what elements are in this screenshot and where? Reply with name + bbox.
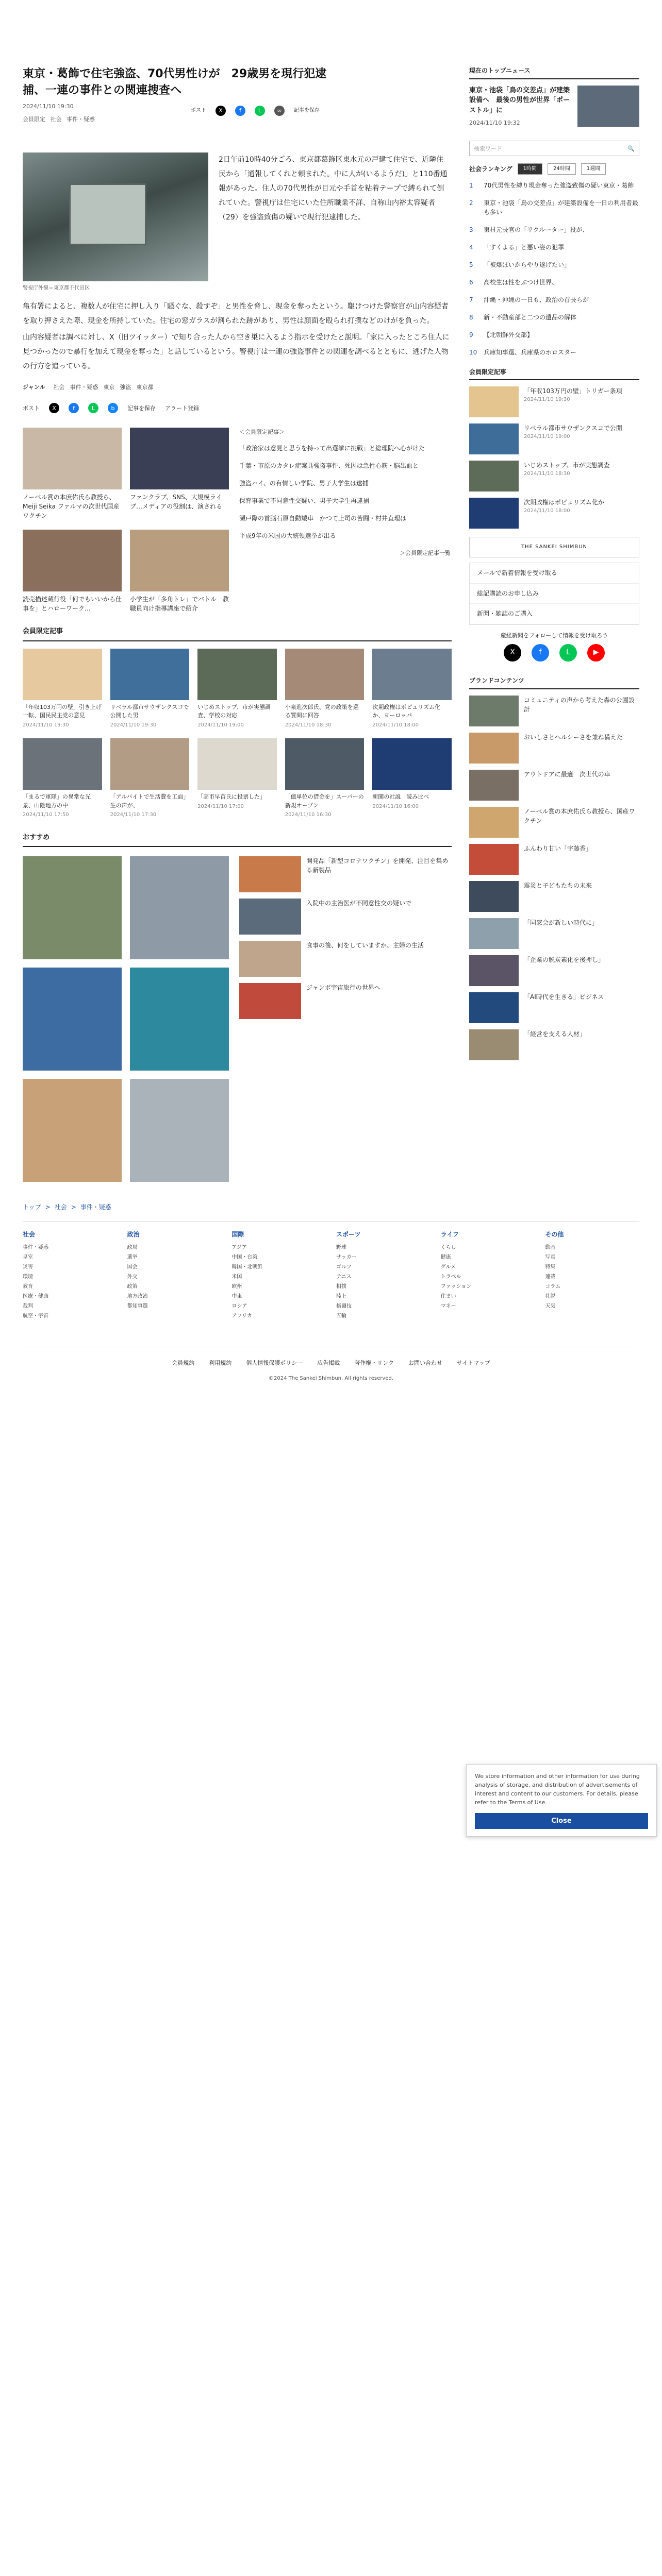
card-date: 2024/11/10 18:30 [285,722,332,728]
related-list-header: ＜会員限定記事＞ [239,429,285,436]
tag-link[interactable]: 事件・疑惑 [70,384,98,391]
card-title: 「アルバイトで生活費を工面」生の声が、 [110,793,189,809]
news-card[interactable] [23,968,122,1071]
ranking-item[interactable]: 7 沖縄・沖縄の一日も、政治の首長らが [469,296,589,303]
facebook-icon[interactable]: f [532,644,549,662]
footer-link[interactable]: 相撲 [336,1283,346,1290]
footer-link[interactable]: 欧州 [231,1283,242,1290]
thumbnail [110,738,190,790]
latest-item[interactable]: 次期政権はポピュリズム化か 2024/11/10 18:00 [469,498,639,529]
recommend-list [239,856,451,1182]
footer-link[interactable]: マネー [440,1303,456,1309]
footer-link[interactable]: 特集 [545,1264,556,1270]
alert-button[interactable]: アラート登録 [165,404,199,412]
thumbnail [23,856,122,959]
article-body [23,299,452,374]
paragraph: 2日午前10時40分ごろ、東京都葛飾区東水元の戸建て住宅で、近隣住民から「通報してくれと頼まれた。中に人が(いるようだ)」と110番通報があった。住人の70代男性が目元や手首を粘着テープで縛られて倒れていた。警視庁は住宅にいた住所職業不詳、自称山内裕太容疑者（29）を強盗致傷の疑いで現行犯逮捕した。 [219,155,448,222]
latest-item[interactable]: 「年収103万円の壁」トリガー条項 2024/11/10 19:30 [469,386,639,417]
footer-link[interactable]: 都知事選 [127,1303,148,1309]
list-item[interactable]: 強盗ハイ、の有情しい学院、男子大学生は逮捕 [239,480,369,487]
related-title: ノーベル賞の本庶佑氏ら教授ら、Meiji Seika ファルマの次世代国産ワクチン [23,494,120,520]
footer-link[interactable]: テニス [336,1274,352,1280]
more-link[interactable]: ＞会員限定記事一覧 [400,550,451,557]
x-icon[interactable]: X [504,644,521,662]
post-button[interactable]: ポスト [23,404,40,412]
footer-link[interactable]: 政策 [127,1283,138,1290]
x-icon[interactable]: X [49,403,59,413]
ranking-item[interactable]: 4 「すくよる」と悪い姿の犯罪 [469,243,565,251]
breadcrumb: トップ > 社会 > 事件・疑惑 [23,1202,639,1212]
list-item[interactable]: 保育事業で不同意性交疑い、男子大学生再逮捕 [239,497,370,505]
tag-link[interactable]: 社会 [53,384,65,391]
sidebar [469,66,639,1182]
news-card[interactable] [110,738,190,819]
tag-link[interactable]: 東京 [103,384,115,391]
bluesky-icon[interactable]: b [108,403,118,413]
related-item[interactable] [23,428,122,520]
footer-link[interactable]: 動画 [545,1244,556,1250]
footer-column-title[interactable]: 政治 [127,1231,140,1239]
promo-item[interactable]: おいしさとヘルシーさを兼ね備えた [469,733,639,764]
lead-paragraph [219,152,451,293]
thumbnail [469,696,519,726]
search-icon[interactable]: 🔍 [627,145,635,152]
footer-link[interactable]: 五輪 [336,1313,346,1319]
footer-link[interactable]: 写真 [545,1254,556,1260]
card-title: 新聞の社説 読み比べ [372,793,429,801]
category-link[interactable]: 事件・疑惑 [67,115,95,123]
card-title: リベラル都市サウザンクスコで公開した男 [110,703,189,719]
top-news-item[interactable] [469,86,639,128]
promo-item[interactable]: 「同窓会が新しい時代に」 [469,918,639,949]
thumbnail [130,856,229,959]
mail-link[interactable]: 総記購読のお申し込み [470,584,639,604]
article-title: 東京・葛飾で住宅強盗、70代男性けが 29歳男を現行犯逮捕、一連の事件との関連捜査へ [23,67,327,97]
footer-link[interactable]: 災害 [23,1264,33,1270]
mail-link[interactable]: メールで新着情報を受け取る [470,563,639,584]
breadcrumb-item[interactable]: 事件・疑惑 [80,1203,111,1211]
footer-link[interactable]: 航空・宇宙 [23,1313,48,1319]
share-top [191,106,320,116]
promo-item[interactable]: ノーベル賞の本庶佑氏ら教授ら、国産ワクチン [469,807,639,838]
thumbnail [469,386,519,417]
footer-link[interactable]: ゴルフ [336,1264,352,1270]
search-placeholder: 検索ワード [474,145,502,152]
news-card[interactable] [130,968,229,1071]
news-card[interactable] [23,1079,122,1182]
footer-link[interactable]: アジア [231,1244,247,1250]
card-date: 2024/11/10 18:00 [372,722,419,728]
footer-link[interactable]: 野球 [336,1244,346,1250]
footer-link[interactable]: 中東 [231,1293,242,1299]
thumbnail [197,738,277,790]
footer-link[interactable]: 健康 [440,1254,451,1260]
ranking-item[interactable]: 8 新・不動産部と二つの遺品の解体 [469,313,577,321]
thumbnail [285,649,365,700]
recommend-grid [23,856,229,1182]
thumbnail [372,738,452,790]
cookie-banner [466,1764,657,1837]
mini-item[interactable] [239,856,451,892]
news-card[interactable] [23,649,102,730]
footer-link[interactable]: 医療・健康 [23,1293,48,1299]
promo-item[interactable]: 「経営を支える人材」 [469,1029,639,1060]
legal-link[interactable]: 利用規約 [209,1359,232,1366]
news-card[interactable] [372,649,452,730]
footer-column-title[interactable]: その他 [545,1231,564,1239]
footer-link[interactable]: 事件・疑惑 [23,1244,48,1250]
top-news-date: 2024/11/10 19:32 [469,120,520,127]
top-news-title: 東京・池袋「鳥の交差点」が建築設備へ 最後の男性が世界「ポーストル」に [469,86,570,114]
ranking-item[interactable]: 9 【北朝鮮外交部】 [469,331,534,338]
ranking-item[interactable]: 1 70代男性を縛り現金奪った強盗致傷の疑い東京・葛飾 [469,181,634,189]
news-card[interactable] [130,1079,229,1182]
footer-link[interactable]: 国会 [127,1264,138,1270]
latest-heading: 会員限定記事 [469,367,639,381]
search-input[interactable] [469,141,639,156]
thumbnail [239,941,301,977]
cookie-text: We store information and other information for use during analysis of storage, and distribution of advertisements of interest and content to our customers. For details, please refer to the Terms of Use. [475,1773,640,1806]
footer-link[interactable]: 裁判 [23,1303,33,1309]
related-title: ファンクラブ、SNS、大規模ライブ…メディアの役割は、演される [130,494,223,511]
tags-label: ジャンル [23,384,45,391]
thumbnail [23,649,102,700]
card-date: 2024/11/10 19:00 [197,722,244,728]
copyright: ©2024 The Sankei Shimbun. All rights reserved. [269,1375,393,1381]
thumbnail [23,968,122,1071]
thumbnail [469,770,519,801]
card-date: 2024/11/10 16:00 [372,803,419,809]
thumbnail [23,738,102,790]
legal-link[interactable]: 会員規約 [172,1359,195,1366]
line-icon[interactable]: L [255,106,265,116]
related-item[interactable] [130,530,229,613]
card-title: 小泉進次郎氏、党の政策を巡る質問に回答 [285,703,359,719]
list-item[interactable]: 平成9年の米国の大統領選挙が出る [239,532,336,540]
promo-item[interactable]: 「AI時代を生きる」ビジネス [469,992,639,1023]
breadcrumb-item[interactable]: トップ [23,1203,41,1211]
photo-caption: 警視庁外観＝東京都千代田区 [23,285,90,291]
follow-text: 産経新聞をフォローして情報を受け取ろう [500,632,608,639]
card-date: 2024/11/10 17:00 [197,803,244,809]
footer-link[interactable]: 格闘技 [336,1303,352,1309]
mail-box [469,563,639,625]
mini-title: 開発品「新型コロナワクチン」を開発、注目を集める新製品 [306,857,449,874]
news-card[interactable] [110,649,190,730]
footer-link[interactable]: 中国・台湾 [231,1254,258,1260]
promo-item[interactable]: 「企業の脱炭素化を後押し」 [469,955,639,986]
footer-link[interactable]: 外交 [127,1274,138,1280]
thumbnail [130,428,229,489]
ranking-item[interactable]: 6 高校生は性をぶつけ世界、 [469,278,558,286]
mini-title: 食事の後、何をしていますか、主婦の生活 [306,941,424,949]
footer-link[interactable]: くらし [440,1244,456,1250]
footer-link[interactable]: 天気 [545,1303,556,1309]
legal-link[interactable]: 著作権・リンク [354,1359,394,1366]
footer-link[interactable]: サッカー [336,1254,357,1260]
footer-link[interactable]: 韓国・北朝鮮 [231,1264,263,1270]
latest-list [469,386,639,529]
lead-photo[interactable] [23,152,208,281]
footer-column [336,1230,431,1321]
card-title: 「まるで軍隊」の異常な光景、山陰地方の中 [23,793,91,809]
footer-link[interactable]: 政局 [127,1244,138,1250]
footer [23,1202,639,1393]
ranking-item[interactable]: 10 兵庫知事選、兵庫県のホロスター [469,348,577,356]
thumbnail [130,1079,229,1182]
footer-column [127,1230,222,1321]
related-block [23,428,452,613]
breadcrumb-item[interactable]: 社会 [54,1203,67,1211]
thumbnail [239,899,301,935]
top-news-heading: 現在のトップニュース [469,66,639,79]
footer-column-title[interactable]: ライフ [440,1231,459,1239]
news-card[interactable] [23,856,122,959]
close-button[interactable]: Close [475,1813,648,1829]
promo-block [469,676,639,1060]
list-item[interactable]: 瀬戸際の首脳石原自動矮車 かつて上司の苦闘・村井直理は [239,515,407,522]
top-news-text [469,86,572,128]
footer-link[interactable]: グルメ [440,1264,456,1270]
legal-link[interactable]: サイトマップ [456,1359,490,1366]
facebook-icon[interactable]: f [69,403,79,413]
ranking-item[interactable]: 5 「被爆ぽいからやり遂げたい」 [469,261,571,268]
thumbnail [469,955,519,986]
thumbnail [469,881,519,912]
link-icon[interactable]: ∞ [274,106,285,116]
card-title: 「億単位の借金を」スーパーの新規オープン [285,793,364,809]
thumbnail [469,498,519,529]
news-card[interactable] [130,856,229,959]
news-card[interactable] [372,738,452,819]
legal-link[interactable]: 広告掲載 [317,1359,340,1366]
share-bar [23,403,452,413]
news-card[interactable] [197,738,277,819]
news-card[interactable] [23,738,102,819]
footer-link[interactable]: 陸上 [336,1293,346,1299]
x-icon[interactable]: X [216,106,226,116]
article-date: 2024/11/10 19:30 [23,103,74,110]
promo-item[interactable]: ふんわり甘い「宇藤香」 [469,844,639,875]
thumbnail [23,1079,122,1182]
thumbnail [577,86,639,127]
save-button[interactable]: 記事を保存 [294,108,320,114]
related-item[interactable] [130,428,229,520]
ranking-tab-1h[interactable]: 1時間 [518,163,542,175]
mini-item[interactable] [239,941,451,977]
ranking-title: 社会ランキング [469,165,512,173]
facebook-icon[interactable]: f [235,106,245,116]
related-list [239,428,451,613]
list-item[interactable]: 「政治家は意見と思うを持って出選挙に挑戦」と総理院へ心がけた [239,445,425,452]
legal-link[interactable]: 個人情報保護ポリシー [246,1359,303,1366]
tag-link[interactable]: 強盗 [120,384,131,391]
newspaper-banner[interactable]: THE SANKEI SHIMBUN [469,537,639,557]
news-card[interactable] [285,649,365,730]
footer-link[interactable]: 選挙 [127,1254,138,1260]
thumbnail [469,1029,519,1060]
category-link[interactable]: 社会 [50,115,62,123]
thumbnail [372,649,452,700]
thumbnail [469,807,519,838]
footer-link[interactable]: 環境 [23,1274,33,1280]
thumbnail [23,530,122,591]
mini-item[interactable] [239,899,451,935]
line-icon[interactable]: L [559,644,577,662]
footer-column-title[interactable]: スポーツ [336,1231,361,1239]
thumbnail [239,856,301,892]
footer-link[interactable]: ファッション [440,1283,472,1290]
youtube-icon[interactable]: ▶ [587,644,605,662]
card-title: いじめストップ、市が実態調査、学校の対応 [197,703,271,719]
ranking-tab-1w[interactable]: 1週間 [581,163,606,175]
thumbnail [239,983,301,1019]
promo-item[interactable]: アウトドアに最適 次世代の車 [469,770,639,801]
footer-column [23,1230,117,1321]
footer-link[interactable]: アフリカ [231,1313,252,1319]
latest-item[interactable]: リベラル都市サウザンクスコで公開 2024/11/10 19:00 [469,423,639,454]
lead-block [23,152,452,293]
news-card[interactable] [197,649,277,730]
list-item[interactable]: 千葉・市原のカタレ症案具強盗事件、死因は急性心筋・脳出血と [239,462,419,470]
social-icons [469,644,639,662]
related-title: 読売描述蔵行役「何でもいいから仕事を」とハローワーク… [23,596,122,613]
news-card[interactable] [285,738,365,819]
section-heading: おすすめ [23,833,452,847]
thumbnail [469,461,519,492]
tag-row [23,383,452,392]
footer-column [231,1230,326,1321]
thumbnail [469,423,519,454]
thumbnail [469,992,519,1023]
promo-list [469,696,639,1060]
footer-link[interactable]: コラム [545,1283,561,1290]
footer-link[interactable]: ロシア [231,1303,247,1309]
premium-badge: 会員限定 [23,115,45,123]
footer-column [441,1230,535,1321]
sign-shape [69,183,146,245]
related-item[interactable] [23,530,122,613]
thumbnail [285,738,365,790]
promo-heading: ブランドコンテンツ [469,676,639,689]
footer-link[interactable]: 皇室 [23,1254,33,1260]
main-column [23,66,452,1182]
thumbnail [110,649,190,700]
article-categories [23,115,452,124]
mini-title: 入院中の主治医が不同意性交の疑いで [306,899,412,907]
ranking-header [469,163,639,175]
footer-link[interactable]: トラベル [440,1274,461,1280]
card-date: 2024/11/10 17:30 [110,812,157,818]
paragraph: 亀有署によると、複数人が住宅に押し入り「騒ぐな、殺すぞ」と男性を脅し、現金を奪ったという。駆けつけた警察官が山内容疑者を取り押さえた際、現金を所持していた。住宅の窓ガラスが割られた跡があり、男性は顔面を殴られ打撲などのけがを負った。 [23,302,449,326]
section-heading: 会員限定記事 [23,626,452,641]
related-title: 小学生が「多角トレ」でバトル 教職員向け指導講座で紹介 [130,596,229,613]
footer-link[interactable]: 連載 [545,1274,556,1280]
card-date: 2024/11/10 19:30 [110,722,157,728]
footer-link[interactable]: 社説 [545,1293,556,1299]
mini-title: ジャンボ宇宙旅行の世界へ [306,984,380,991]
card-date: 2024/11/10 16:30 [285,812,332,818]
footer-link[interactable]: 教育 [23,1283,33,1290]
footer-column [545,1230,639,1321]
card-grid [23,649,452,819]
footer-link[interactable]: 地方政治 [127,1293,148,1299]
line-icon[interactable]: L [88,403,98,413]
paragraph: 山内容疑者は調べに対し、X（旧ツイッター）で知り合った人から空き巣に入るよう指示を受けたと説明。「家に入ったところ住人に見つかったので暴行を加えて現金を奪った」と話しているという。警視庁は一連の強盗事件との関連を調べるとともに、逃げた人物の行方を追っている。 [23,333,450,371]
tag-link[interactable]: 東京都 [136,384,154,391]
save-button[interactable]: 記事を保存 [127,404,156,412]
thumbnail [469,918,519,949]
related-grid [23,428,229,613]
ranking-item[interactable]: 3 東村元長官の「リクルーター」投が、 [469,226,589,233]
thumbnail [197,649,277,700]
thumbnail [469,844,519,875]
post-button[interactable]: ポスト [191,108,206,114]
legal-link[interactable]: お問い合わせ [408,1359,442,1366]
promo-item[interactable]: コミュニティの声から考えた森の公園設計 [469,696,639,726]
card-date: 2024/11/10 19:30 [23,722,69,728]
card-title: 次期政権はポピュリズム化か、ヨーロッパ [372,703,441,719]
thumbnail [130,530,229,591]
ranking-tab-24h[interactable]: 24時間 [548,163,576,175]
mail-link[interactable]: 新聞・雑誌のご購入 [470,604,639,624]
ranking-item[interactable]: 2 東京・池袋「鳥の交差点」が建築設備を一日の利用者最も多い [469,199,639,216]
legal-links [23,1347,639,1367]
thumbnail [469,733,519,764]
footer-columns [23,1221,639,1321]
card-title: 「年収103万円の壁」引き上げ一転、国民民主党の意見 [23,703,102,719]
ranking-list [469,181,639,357]
card-date: 2024/11/10 17:50 [23,812,69,818]
card-title: 「高市早苗氏に投票した」 [197,793,266,801]
thumbnail [130,968,229,1071]
lead-photo-wrap [23,152,208,293]
promo-item[interactable]: 震災と子どもたちの未来 [469,881,639,912]
footer-column-title[interactable]: 社会 [23,1231,36,1239]
footer-link[interactable]: 住まい [440,1293,456,1299]
thumbnail [23,428,122,489]
footer-link[interactable]: 米国 [231,1274,242,1280]
footer-column-title[interactable]: 国際 [231,1231,244,1239]
recommend-block [23,856,452,1182]
latest-item[interactable]: いじめストップ、市が実態調査 2024/11/10 18:30 [469,461,639,492]
mini-item[interactable] [239,983,451,1019]
